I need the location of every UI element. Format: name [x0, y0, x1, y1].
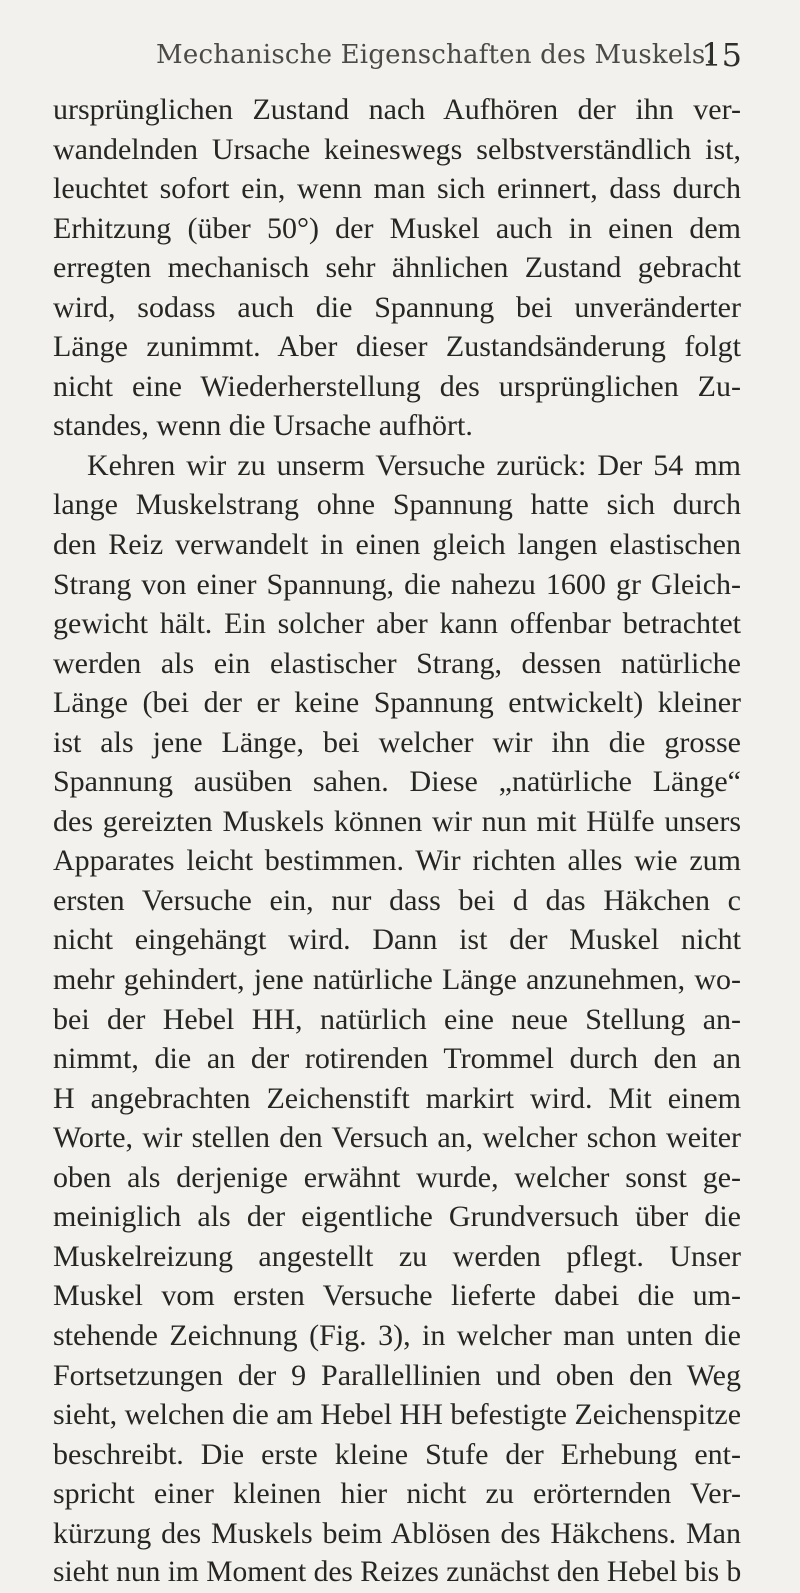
- page-number: 15: [701, 36, 742, 74]
- text-line: erregten mechanisch sehr ähnlichen Zustand gebracht: [53, 251, 741, 285]
- text-line: Muskel vom ersten Versuche lieferte dabei die um-: [53, 1279, 741, 1313]
- text-line: beschreibt. Die erste kleine Stufe der Erhebung ent-: [53, 1437, 741, 1471]
- text-line: wird, sodass auch die Spannung bei unveränderter: [53, 290, 741, 324]
- running-title: Mechanische Eigenschaften des Muskels.: [156, 40, 714, 70]
- body-text: [53, 90, 741, 1593]
- text-line: stehende Zeichnung (Fig. 3), in welcher man unten die: [53, 1318, 741, 1352]
- text-line: werden als ein elastischer Strang, dessen natürliche: [53, 646, 741, 680]
- text-line: meiniglich als der eigentliche Grundversuch über die: [53, 1200, 741, 1234]
- text-line: Erhitzung (über 50°) der Muskel auch in einen dem: [53, 211, 741, 245]
- text-line: lange Muskelstrang ohne Spannung hatte sich durch: [53, 488, 741, 522]
- text-line: Länge (bei der er keine Spannung entwickelt) kleiner: [53, 686, 741, 720]
- text-line: ursprünglichen Zustand nach Aufhören der ihn ver-: [53, 93, 741, 126]
- text-line: nicht eine Wiederherstellung des ursprünglichen Zu-: [53, 369, 741, 403]
- text-line: ersten Versuche ein, nur dass bei d das Häkchen c: [53, 883, 741, 917]
- text-line: oben als derjenige erwähnt wurde, welcher sonst ge-: [53, 1160, 741, 1194]
- text-line: Länge zunimmt. Aber dieser Zustandsänderung folgt: [53, 330, 741, 364]
- text-line: leuchtet sofort ein, wenn man sich erinnert, dass durch: [53, 172, 741, 206]
- text-line: bei der Hebel HH, natürlich eine neue Stellung an-: [53, 1002, 741, 1036]
- text-line: Muskelreizung angestellt zu werden pflegt. Unser: [53, 1239, 741, 1273]
- text-line: H angebrachten Zeichenstift markirt wird. Mit einem: [53, 1081, 741, 1115]
- text-line: Spannung ausüben sahen. Diese „natürliche Länge“: [53, 765, 741, 799]
- text-line: wandelnden Ursache keineswegs selbstverständlich ist,: [53, 132, 741, 166]
- text-line: standes, wenn die Ursache aufhört.: [53, 409, 473, 443]
- text-line: Apparates leicht bestimmen. Wir richten alles wie zum: [53, 844, 741, 878]
- text-line: nicht eingehängt wird. Dann ist der Muskel nicht: [53, 923, 741, 957]
- text-line: mehr gehindert, jene natürliche Länge anzunehmen, wo-: [53, 963, 741, 997]
- text-line: den Reiz verwandelt in einen gleich langen elastischen: [53, 528, 741, 562]
- text-line: Worte, wir stellen den Versuch an, welcher schon weiter: [53, 1121, 741, 1155]
- text-line: des gereizten Muskels können wir nun mit Hülfe unsers: [53, 804, 741, 838]
- text-line: gewicht hält. Ein solcher aber kann offenbar betrachtet: [53, 607, 741, 641]
- text-line: Fortsetzungen der 9 Parallellinien und oben den Weg: [53, 1358, 741, 1392]
- text-line: sieht nun im Moment des Reizes zunächst den Hebel bis b: [53, 1556, 741, 1589]
- text-line: ist als jene Länge, bei welcher wir ihn die grosse: [53, 725, 741, 759]
- text-line: nimmt, die an der rotirenden Trommel durch den an: [53, 1042, 741, 1076]
- text-line: Kehren wir zu unserm Versuche zurück: Der 54 mm: [87, 448, 741, 482]
- text-line: sieht, welchen die am Hebel HH befestigte Zeichenspitze: [53, 1398, 741, 1432]
- text-line: Strang von einer Spannung, die nahezu 1600 gr Gleich-: [53, 567, 741, 601]
- text-line: kürzung des Muskels beim Ablösen des Häkchens. Man: [53, 1516, 741, 1550]
- text-line: spricht einer kleinen hier nicht zu erörternden Ver-: [53, 1477, 741, 1511]
- page-header: [80, 36, 742, 90]
